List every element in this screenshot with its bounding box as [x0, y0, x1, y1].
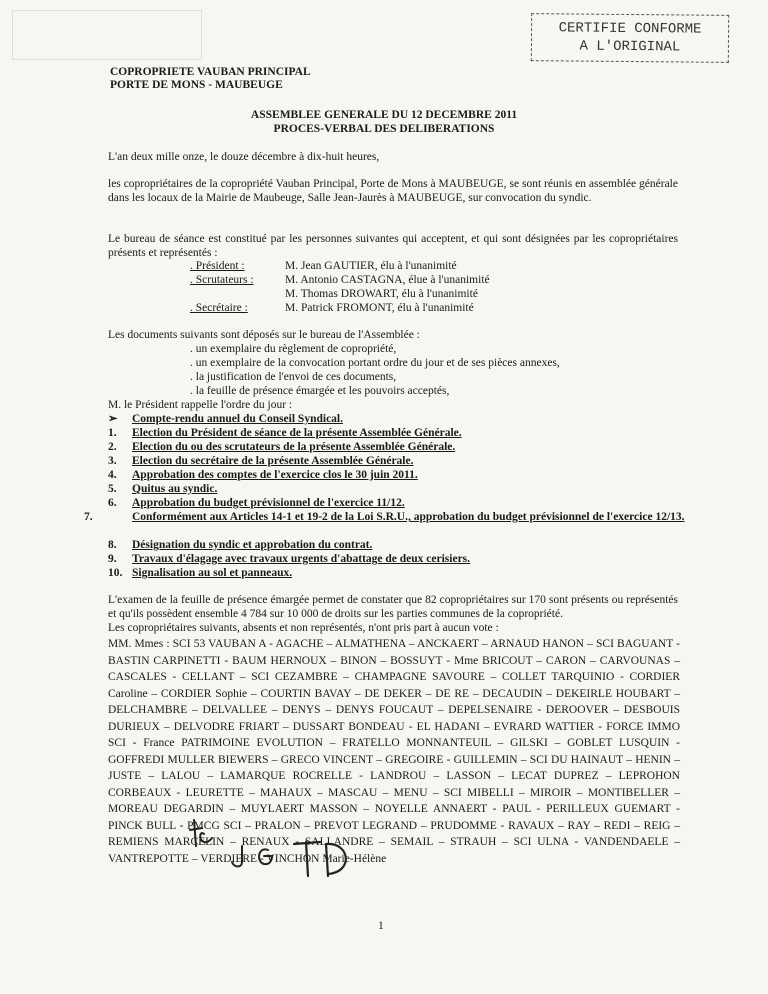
stamp-line-2: A L'ORIGINAL — [579, 38, 681, 56]
certified-stamp — [531, 13, 729, 63]
attendance-paragraph: L'examen de la feuille de présence émargée permet de constater que 82 copropriétaires sur 170 sont présents ou représentés et qu'ils possèdent ensemble 4 784 sur 10 000 de droits sur les parties communes de la copropriété. — [108, 594, 678, 620]
document-item: . un exemplaire du règlement de copropriété, — [190, 343, 397, 355]
header-line-2: PORTE DE MONS - MAUBEUGE — [110, 79, 283, 91]
absentees-intro: Les copropriétaires suivants, absents et non représentés, n'ont pris part à aucun vote : — [108, 622, 499, 634]
property-header — [110, 66, 311, 92]
agenda-item: 2. Election du ou des scrutateurs de la présente Assemblée Générale. — [108, 441, 456, 453]
bleed-through-box — [12, 10, 202, 60]
bureau-name-president: M. Jean GAUTIER, élu à l'unanimité — [285, 260, 457, 272]
bureau-role-scrutateurs: . Scrutateurs : — [190, 274, 254, 286]
initials-jg-signature — [228, 842, 288, 872]
stamp-line-1: CERTIFIE CONFORME — [558, 20, 702, 38]
agenda-item: 4. Approbation des comptes de l'exercice clos le 30 juin 2011. — [108, 469, 418, 481]
bureau-paragraph: Le bureau de séance est constitué par les personnes suivantes qui acceptent, et qui sont désignées par les copropriétaires présents et représentés : — [108, 233, 678, 259]
title-line-1: ASSEMBLEE GENERALE DU 12 DECEMBRE 2011 — [250, 109, 518, 121]
intro-text: L'an deux mille onze, le douze décembre à dix-huit heures, — [108, 151, 380, 163]
agenda-item: 3. Election du secrétaire de la présente Assemblée Générale. — [108, 455, 414, 467]
bureau-role-president: . Président : — [190, 260, 245, 272]
bureau-name-scrutateur-2: M. Thomas DROWART, élu à l'unanimité — [285, 288, 478, 300]
documents-intro: Les documents suivants sont déposés sur le bureau de l'Assemblée : — [108, 329, 420, 341]
document-item: . la feuille de présence émargée et les pouvoirs acceptés, — [190, 385, 450, 397]
agenda-item: 10. Signalisation au sol et panneaux. — [108, 567, 293, 579]
agenda-item: ➢ Compte-rendu annuel du Conseil Syndical. — [108, 413, 343, 425]
agenda-item: 9. Travaux d'élagage avec travaux urgents d'abattage de deux cerisiers. — [108, 553, 471, 565]
bureau-name-scrutateur-1: M. Antonio CASTAGNA, élue à l'unanimité — [285, 274, 490, 286]
bureau-name-secretaire: M. Patrick FROMONT, élu à l'unanimité — [285, 302, 474, 314]
document-item: . la justification de l'envoi de ces documents, — [190, 371, 397, 383]
president-agenda-line: M. le Président rappelle l'ordre du jour : — [108, 399, 293, 411]
agenda-item: 8. Désignation du syndic et approbation du contrat. — [108, 539, 373, 551]
agenda-item: 6. Approbation du budget prévisionnel de l'exercice 11/12. — [108, 497, 405, 509]
absentees-list: MM. Mmes : SCI 53 VAUBAN A - AGACHE – ALMATHENA – ANCKAERT – ARNAUD HANON – SCI BAGUANT - BASTIN CARPINETTI - BAUM HERNOUX – BINON – BOSSUYT - Mme BRICOUT – CARON – CARVOUNAS – CASCALES - CELLANT – SCI CEZAMBRE – CHAMPAGNE SAVOURE – COLLET TARQUINIO - CORDIER Caroline – CORDIER Sophie – COURTIN BAVAY – DE DEKER – DE RE – DECAUDIN – DEKEIRLE HOUBART – DELCHAMBRE – DELVALLEE – DENYS – DENYS FOUCAUT – DEPELSENAIRE - DEROOVER – DESBOUIS DURIEUX – DELVODRE FRIART – DUSSART BONDEAU - EL HADANI – EVRARD WATTIER - FORCE IMMO SCI - France PATRIMOINE EVOLUTION – FRATELLO MONNANTEUIL – GILSKI – GOBLET LUSQUIN - GOFFREDI MULLER BIEWERS – GRECO VINCENT – GREGOIRE - GUILLEMIN – SCI DU HAINAUT – HENIN – JUSTE – LALOU – LAMARQUE ROCRELLE - LANDROU – LASSON – LECAT DUPREZ – LEPROHON CORBEAUX - LEURETTE – MAHAUX – MASCAU – MENU – SCI MIBELLI – MIROIR – MONTIBELLER – MOREAU DEGARDIN – MUYLAERT MASSON – NOYELLE ANNAERT - PAUL - PERILLEUX GUEMART - PINCK BULL - PMCG SCI – PRALON – PREVOT LEGRAND – PRUDOMME - RAVAUX – RAY – REDI – REIG – REMIENS MARCELIN – RENAUX - SALLANDRE – SEMAIL – STRAUH – SCI ULNA - VANDENDAELE – VANTREPOTTE – VERDIERE - VINCHON Marie-Hélène — [108, 638, 680, 865]
agenda-item: 7. Conformément aux Articles 14-1 et 19-2 de la Loi S.R.U., approbation du budget prévisionnel de l'exercice 12/13. — [84, 511, 685, 523]
meeting-paragraph: les copropriétaires de la copropriété Vauban Principal, Porte de Mons à MAUBEUGE, se sont réunis en assemblée générale dans les locaux de la Mairie de Maubeuge, Salle Jean-Jaurès à MAUBEUGE, sur convocation du syndic. — [108, 178, 678, 204]
agenda-item: 1. Election du Président de séance de la présente Assemblée Générale. — [108, 427, 462, 439]
document-item: . un exemplaire de la convocation portant ordre du jour et de ses pièces annexes, — [190, 357, 560, 369]
title-line-2: PROCES-VERBAL DES DELIBERATIONS — [273, 123, 495, 135]
agenda-item: 5. Quitus au syndic. — [108, 483, 218, 495]
page-number: 1 — [378, 920, 384, 932]
bureau-role-secretaire: . Secrétaire : — [190, 302, 248, 314]
initials-td-signature — [290, 836, 360, 880]
header-line-1: COPROPRIETE VAUBAN PRINCIPAL — [110, 66, 311, 78]
